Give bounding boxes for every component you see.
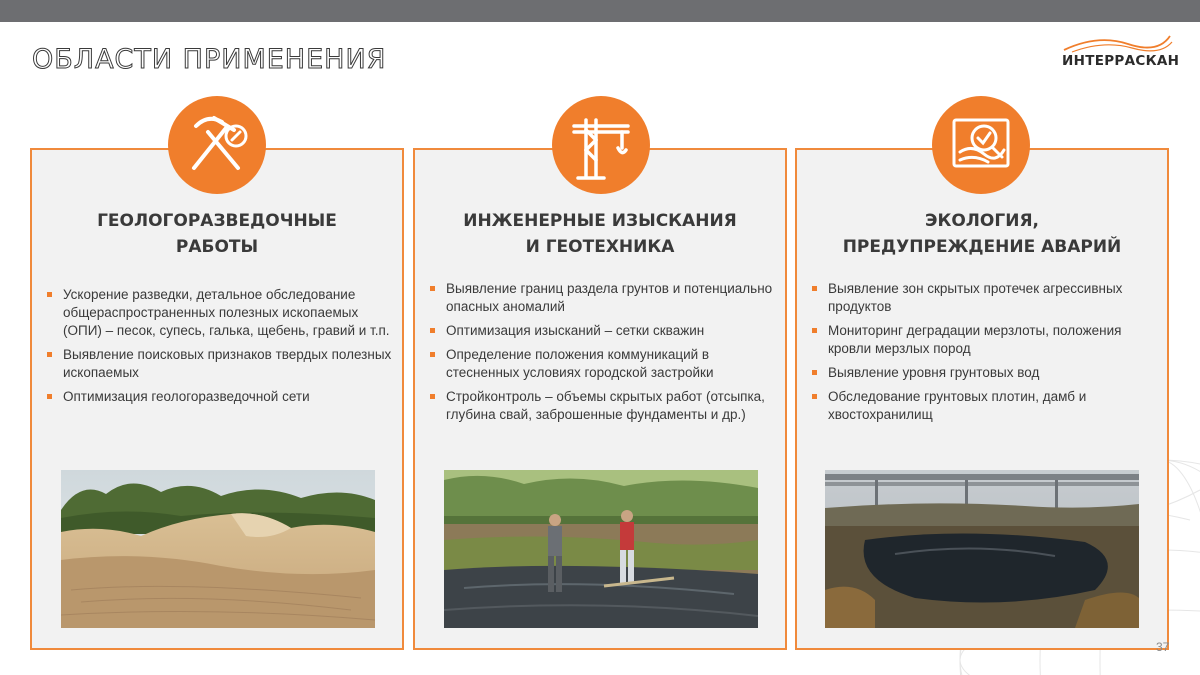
company-logo: [1058, 28, 1180, 72]
bullet-item: Стройконтроль – объемы скрытых работ (отсыпка, глубина свай, заброшенные фундаменты и др.): [429, 388, 775, 424]
bullet-item: Выявление поисковых признаков твердых полезных ископаемых: [46, 346, 392, 382]
bullet-item: Оптимизация изысканий – сетки скважин: [429, 322, 775, 340]
top-bar: [0, 0, 1200, 22]
bullet-item: Ускорение разведки, детальное обследование общераспространенных полезных ископаемых (ОПИ) – песок, супесь, галька, щебень, гравий и т.п.: [46, 286, 392, 340]
bullet-item: Выявление границ раздела грунтов и потенциально опасных аномалий: [429, 280, 775, 316]
bullet-item: Выявление уровня грунтовых вод: [811, 364, 1157, 382]
card-heading: [797, 208, 1167, 260]
card-heading: [415, 208, 785, 260]
pickaxe-hammer-icon: [168, 96, 266, 194]
logo-text: ИНТЕРРАСКАН: [1062, 53, 1180, 69]
card-engineering: [413, 148, 787, 650]
card-heading: [32, 208, 402, 260]
field-survey-photo: [444, 470, 758, 628]
bullet-item: Выявление зон скрытых протечек агрессивных продуктов: [811, 280, 1157, 316]
card-heading-line1: ИНЖЕНЕРНЫЕ ИЗЫСКАНИЯ: [463, 211, 737, 231]
card-heading-line1: ЭКОЛОГИЯ,: [924, 211, 1039, 231]
construction-crane-icon: [552, 96, 650, 194]
bullet-list: [429, 280, 775, 430]
card-ecology: [795, 148, 1169, 650]
bullet-item: Обследование грунтовых плотин, дамб и хвостохранилищ: [811, 388, 1157, 424]
bullet-list: [811, 280, 1157, 430]
sand-quarry-photo: [61, 470, 375, 628]
oil-spill-pipeline-photo: [825, 470, 1139, 628]
bullet-item: Оптимизация геологоразведочной сети: [46, 388, 392, 406]
bullet-list: [46, 286, 392, 412]
page-title: ОБЛАСТИ ПРИМЕНЕНИЯ: [32, 44, 387, 75]
card-heading-line2: РАБОТЫ: [175, 237, 259, 257]
map-inspection-icon: [932, 96, 1030, 194]
card-geology: [30, 148, 404, 650]
bullet-item: Мониторинг деградации мерзлоты, положения кровли мерзлых пород: [811, 322, 1157, 358]
card-heading-line2: И ГЕОТЕХНИКА: [525, 237, 675, 257]
logo-waves-icon: [1058, 28, 1174, 54]
bullet-item: Определение положения коммуникаций в стесненных условиях городской застройки: [429, 346, 775, 382]
page-number: 37: [1156, 640, 1170, 654]
card-heading-line2: ПРЕДУПРЕЖДЕНИЕ АВАРИЙ: [842, 237, 1122, 257]
card-heading-line1: ГЕОЛОГОРАЗВЕДОЧНЫЕ: [97, 211, 337, 231]
